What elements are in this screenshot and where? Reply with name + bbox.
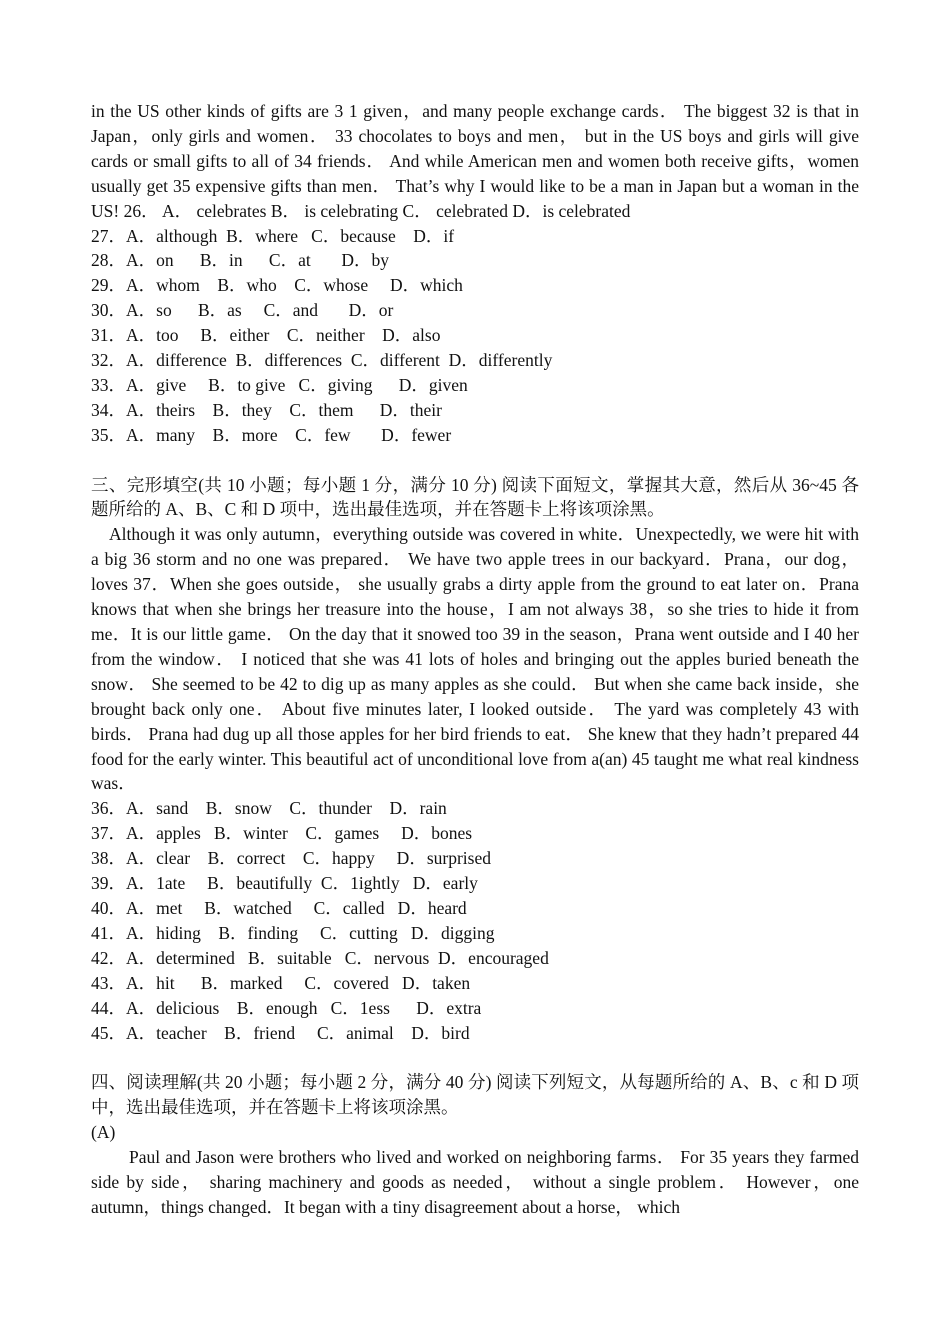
option-row: 43．A．hit B．marked C．covered D．taken — [91, 972, 471, 993]
document-page — [91, 99, 859, 1220]
option-row: 41．A．hiding B．finding C．cutting D．digging — [91, 922, 495, 943]
option-row: 36．A．sand B．snow C．thunder D．rain — [91, 798, 447, 819]
option-row: 35．A．many B．more C．few D．fewer — [91, 424, 452, 445]
spacer — [91, 1045, 859, 1070]
option-row: 27．A．although B．where C．because D．if — [91, 225, 455, 246]
option-row: 31．A．too B．either C．neither D．also — [91, 325, 441, 346]
option-row: 30．A．so B．as C．and D．or — [91, 300, 394, 321]
option-row: 39．A．1ate B．beautifully C．1ightly D．early — [91, 873, 478, 894]
option-row: 44．A．delicious B．enough C．1ess D．extra — [91, 997, 482, 1018]
option-row: 42．A．determined B．suitable C．nervous D．encouraged — [91, 947, 549, 968]
spacer — [91, 448, 859, 473]
option-row: 40．A．met B．watched C．called D．heard — [91, 897, 467, 918]
section-3-heading: 三、完形填空(共 10 小题；每小题 1 分，满分 10 分) 阅读下面短文，掌握其大意，然后从 36~45 各题所给的 A、B、C 和 D 项中，选出最佳选项，并在答题卡上将该项涂黑。 — [91, 474, 859, 520]
reading-passage-a: Paul and Jason were brothers who lived and worked on neighboring farms． For 35 years they farmed side by side， sharing machinery and goods as needed， without a single problem． However，one autumn，things changed．It began with a tiny disagreement about a horse， which — [91, 1147, 859, 1217]
option-row: 28．A．on B．in C．at D．by — [91, 250, 389, 271]
section-4-heading: 四、阅读理解(共 20 小题；每小题 2 分，满分 40 分) 阅读下列短文，从每题所给的 A、B、c 和 D 项中，选出最佳选项，并在答题卡上将该项涂黑。 — [91, 1072, 859, 1118]
option-row: 38．A．clear B．correct C．happy D．surprised — [91, 848, 491, 869]
option-row: 32．A．difference B．differences C．different D．differently — [91, 350, 553, 371]
passage-continuation: in the US other kinds of gifts are 3 1 given，and many people exchange cards． The biggest 32 is that in Japan，only girls and women． 33 chocolates to boys and men， but in the US boys and girls will give cards or small gifts to all of 34 friends． And while American men and women both receive gifts，women usually get 35 expensive gifts than men． That’s why I would like to be a man in Japan but a woman in the US! 26． A． celebrates B． is celebrating C． celebrated D．is celebrated — [91, 101, 859, 221]
option-row: 45．A．teacher B．friend C．animal D．bird — [91, 1022, 470, 1043]
options-36-45 — [91, 796, 859, 1045]
option-row: 33．A．give B．to give C．giving D．given — [91, 374, 468, 395]
option-row: 34．A．theirs B．they C．them D．their — [91, 399, 442, 420]
options-27-35 — [91, 224, 859, 448]
option-row: 29．A．whom B．who C．whose D．which — [91, 275, 463, 296]
passage-label: (A) — [91, 1122, 116, 1143]
option-row: 37．A．apples B．winter C．games D．bones — [91, 823, 473, 844]
cloze-passage: Although it was only autumn，everything outside was covered in white．Unexpectedly, we were hit with a big 36 storm and no one was prepared． We have two apple trees in our backyard．Prana，our dog，loves 37．When she goes outside， she usually grabs a dirty apple from the ground to eat later on．Prana knows that when she brings her treasure into the house，I am not always 38，so she tries to hide it from me．It is our little game． On the day that it snowed too 39 in the season，Prana went outside and I 40 her from the window． I noticed that she was 41 lots of holes and bringing out the apples buried beneath the snow． She seemed to be 42 to dig up as many apples as she could． But when she came back inside，she brought back only one． About five minutes later, I looked outside． The yard was completely 43 with birds． Prana had dug up all those apples for her bird friends to eat． She knew that they hadn’t prepared 44 food for the early winter. This beautiful act of unconditional love from a(an) 45 taught me what real kindness was． — [91, 524, 859, 794]
